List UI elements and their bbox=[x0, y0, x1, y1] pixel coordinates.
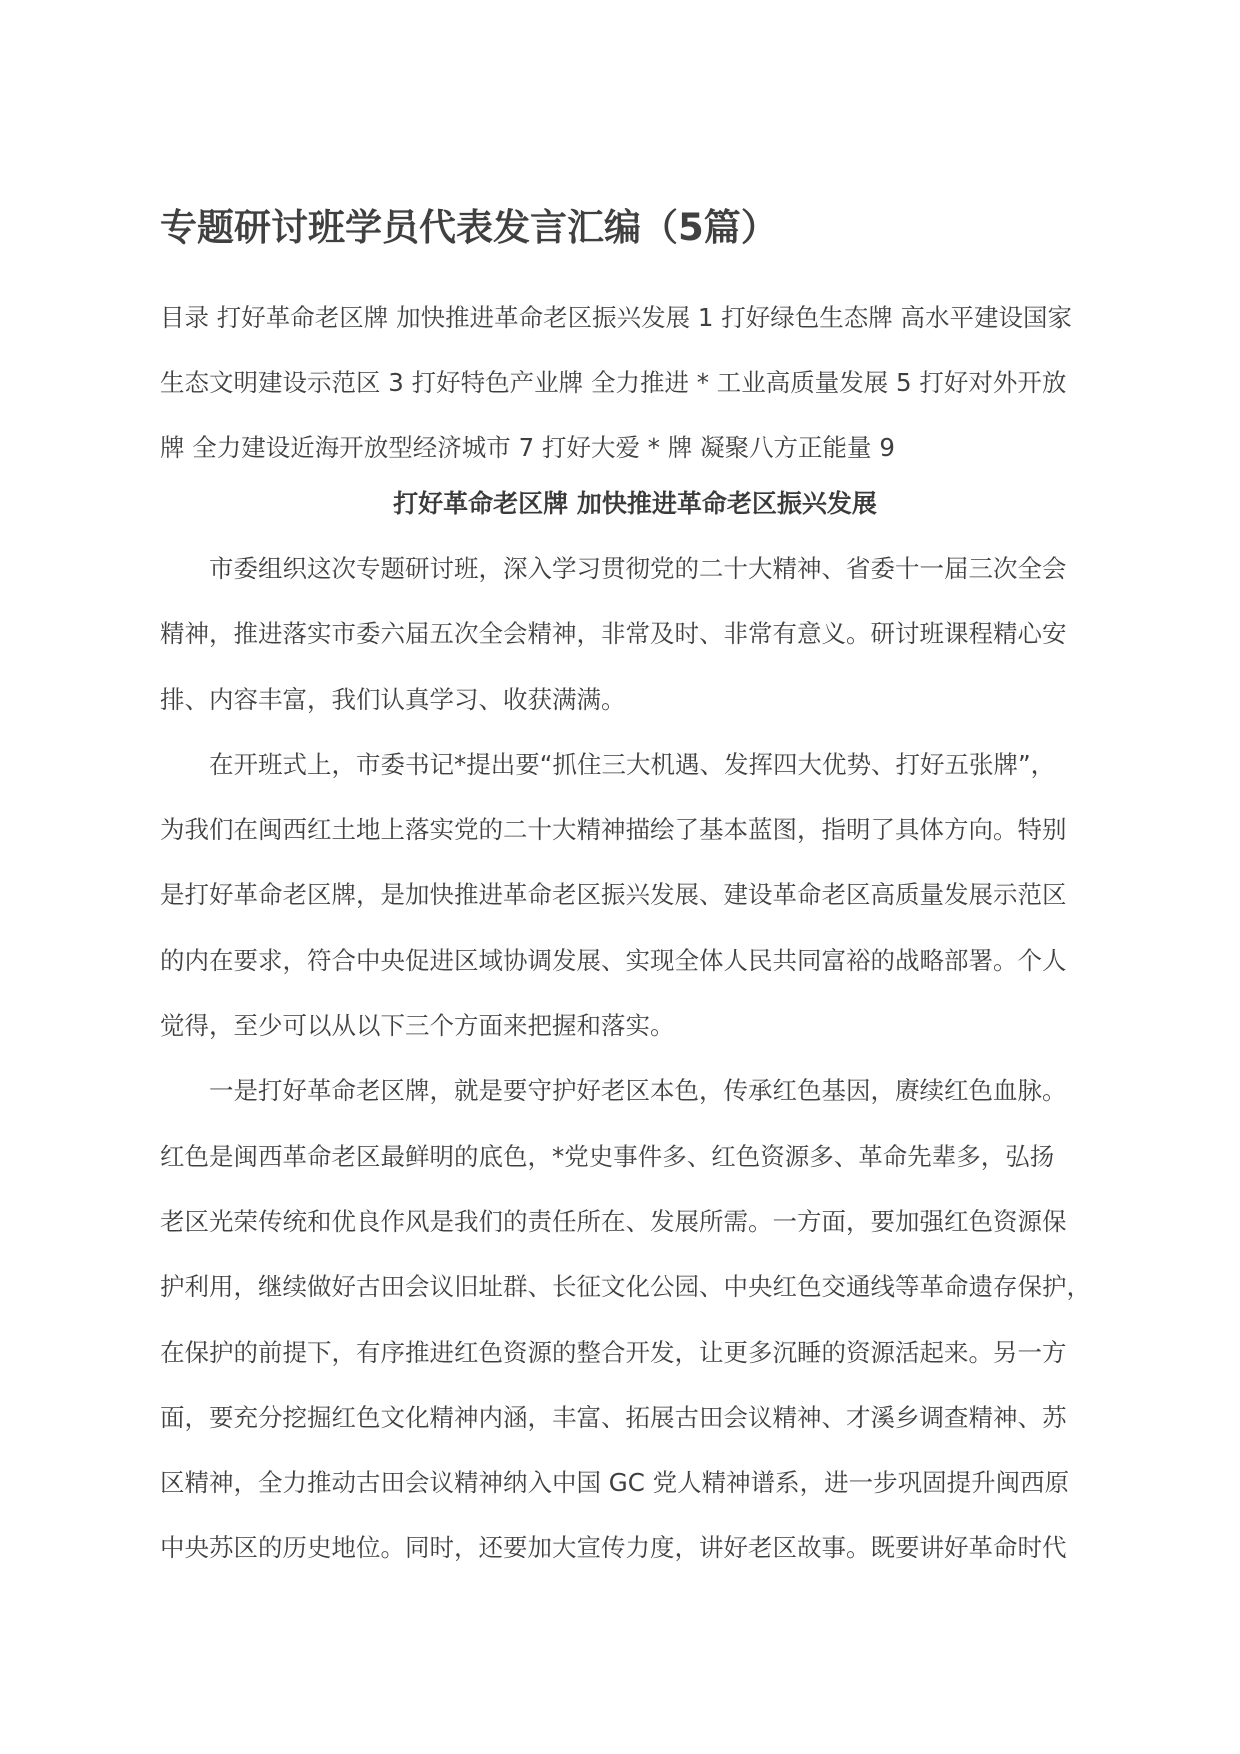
document-title: 专题研讨班学员代表发言汇编（5篇） bbox=[160, 206, 778, 249]
body-line: 护利用，继续做好古田会议旧址群、长征文化公园、中央红色交通线等革命遗存保护， bbox=[160, 1272, 1091, 1302]
toc-line: 牌 全力建设近海开放型经济城市 7 打好大爱 * 牌 凝聚八方正能量 9 bbox=[160, 433, 895, 462]
body-text bbox=[160, 536, 1110, 1581]
body-line: 觉得，至少可以从以下三个方面来把握和落实。 bbox=[160, 1011, 675, 1041]
section-title: 打好革命老区牌 加快推进革命老区振兴发展 bbox=[393, 489, 877, 518]
body-line: 市委组织这次专题研讨班，深入学习贯彻党的二十大精神、省委十一届三次全会 bbox=[209, 554, 1067, 583]
toc-line: 生态文明建设示范区 3 打好特色产业牌 全力推进 * 工业高质量发展 5 打好对外开放 bbox=[160, 368, 1067, 397]
body-line: 面，要充分挖掘红色文化精神内涵，丰富、拓展古田会议精神、才溪乡调查精神、苏 bbox=[160, 1402, 1067, 1432]
body-line: 排、内容丰富，我们认真学习、收获满满。 bbox=[160, 684, 626, 714]
body-line: 老区光荣传统和优良作风是我们的责任所在、发展所需。一方面，要加强红色资源保 bbox=[160, 1206, 1067, 1236]
table-of-contents bbox=[160, 285, 1110, 480]
body-line: 一是打好革命老区牌，就是要守护好老区本色，传承红色基因，赓续红色血脉。 bbox=[209, 1076, 1067, 1106]
body-line: 区精神，全力推动古田会议精神纳入中国 GC 党人精神谱系，进一步巩固提升闽西原 bbox=[160, 1468, 1070, 1498]
body-line: 在保护的前提下，有序推进红色资源的整合开发，让更多沉睡的资源活起来。另一方 bbox=[160, 1337, 1067, 1367]
body-line: 精神，推进落实市委六届五次全会精神，非常及时、非常有意义。研讨班课程精心安 bbox=[160, 619, 1067, 649]
body-line: 中央苏区的历史地位。同时，还要加大宣传力度，讲好老区故事。既要讲好革命时代 bbox=[160, 1533, 1067, 1563]
toc-line: 目录 打好革命老区牌 加快推进革命老区振兴发展 1 打好绿色生态牌 高水平建设国家 bbox=[160, 303, 1073, 332]
body-line: 在开班式上，市委书记*提出要“抓住三大机遇、发挥四大优势、打好五张牌”， bbox=[209, 749, 1056, 779]
body-line: 红色是闽西革命老区最鲜明的底色，*党史事件多、红色资源多、革命先辈多，弘扬 bbox=[160, 1141, 1055, 1171]
body-line: 的内在要求，符合中央促进区域协调发展、实现全体人民共同富裕的战略部署。个人 bbox=[160, 945, 1067, 975]
body-line: 为我们在闽西红土地上落实党的二十大精神描绘了基本蓝图，指明了具体方向。特别 bbox=[160, 815, 1067, 845]
body-line: 是打好革命老区牌，是加快推进革命老区振兴发展、建设革命老区高质量发展示范区 bbox=[160, 880, 1067, 910]
